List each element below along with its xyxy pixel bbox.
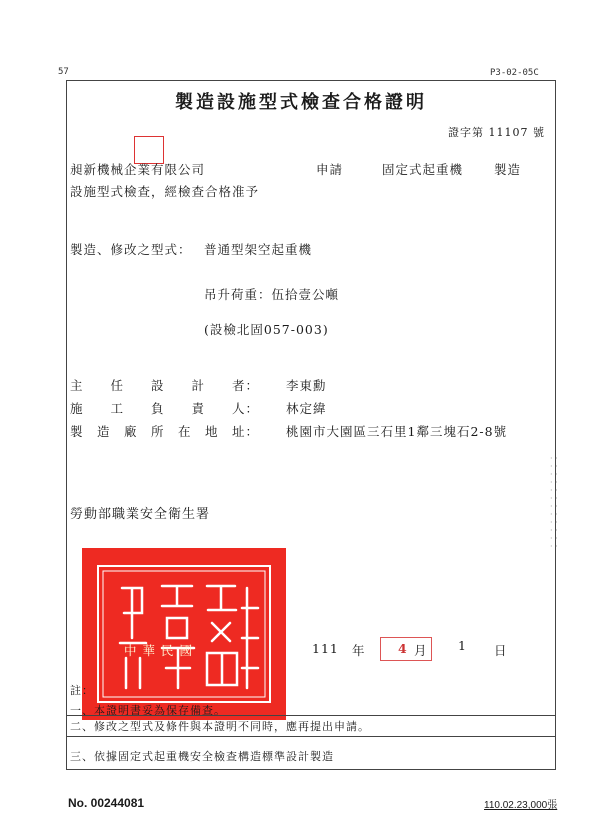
designer-value: 李東勳 <box>286 378 327 393</box>
date-day-unit: 日 <box>494 643 508 658</box>
date-prefix: 中華民國 <box>124 643 199 658</box>
certificate-number: 證字第 11107 號 <box>448 126 545 139</box>
print-code: 110.02.23,000張 <box>484 800 558 811</box>
designer-label: 主 任 設 計 者： <box>70 378 260 393</box>
type-value: 普通型架空起重機 <box>204 242 313 257</box>
serial-number: No. 00244081 <box>68 796 145 810</box>
date-year: 111 <box>312 641 339 656</box>
seal-pattern-icon <box>82 548 286 720</box>
type-label: 製造、修改之型式： <box>70 242 192 257</box>
address-label: 製 造 廠 所 在 地 址： <box>70 424 260 439</box>
apply-label: 申請 <box>316 162 344 177</box>
design-code: (設檢北固057-003) <box>204 322 329 337</box>
company-name: 昶新機械企業有限公司 <box>70 162 206 177</box>
date-month-unit: 月 <box>414 643 428 658</box>
approval-line: 設施型式檢查，經檢查合格准予 <box>70 184 260 199</box>
builder-value: 林定緯 <box>286 401 327 416</box>
issuing-authority: 勞動部職業安全衛生署 <box>70 507 211 522</box>
date-day: 1 <box>458 638 467 653</box>
builder-label: 施 工 負 責 人： <box>70 401 260 416</box>
note-3: 三、依據固定式起重機安全檢查構造標準設計製造 <box>70 750 334 763</box>
note-1: 一、本證明書妥為保存備查。 <box>70 704 226 717</box>
equipment-name: 固定式起重機 <box>382 162 464 177</box>
note-2: 二、修改之型式及條件與本證明不同時，應再提出申請。 <box>70 720 370 733</box>
note-divider-2 <box>66 736 556 737</box>
load-capacity: 吊升荷重：伍拾壹公噸 <box>204 287 340 302</box>
document-title: 製造設施型式檢查合格證明 <box>175 92 427 113</box>
note-divider-1 <box>66 715 556 716</box>
manufacture-label: 製造 <box>494 162 522 177</box>
scan-speckle: · · · · · · · · · · · · · · · · · · · · · · · · <box>550 454 558 551</box>
notes-label: 註： <box>70 684 94 697</box>
form-number-left: 57 <box>58 67 69 77</box>
date-year-unit: 年 <box>352 643 366 658</box>
form-number-right: P3-02-05C <box>490 68 539 78</box>
date-month: 4 <box>398 641 408 656</box>
address-value: 桃園市大園區三石里1鄰三塊石2-8號 <box>286 424 508 439</box>
official-seal-stamp <box>82 548 286 720</box>
